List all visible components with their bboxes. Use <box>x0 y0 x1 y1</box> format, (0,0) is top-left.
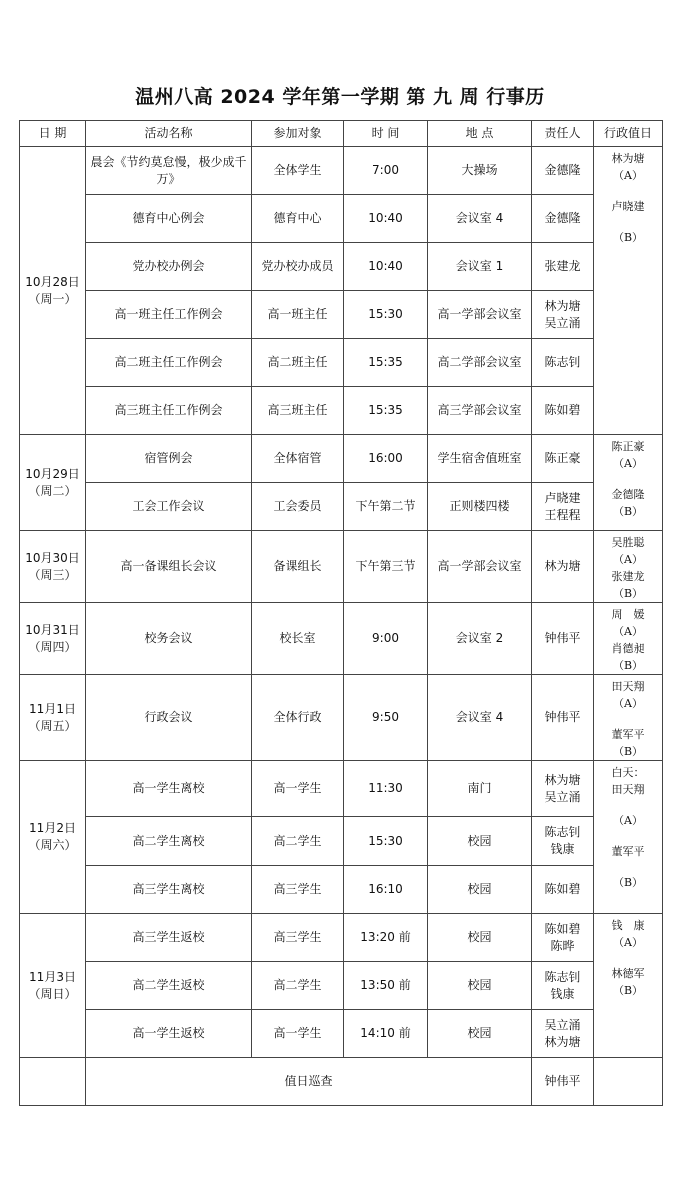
date-text: 10月30日 <box>25 550 80 565</box>
duty-line: （B） <box>612 231 644 244</box>
duty-line: 钱 康 <box>611 919 645 932</box>
participants-cell: 党办校办成员 <box>252 243 344 291</box>
participants-cell: 全体宿管 <box>252 435 344 483</box>
date-cell <box>20 435 86 531</box>
duty-line: 卢晓建 <box>611 200 645 213</box>
participants-cell: 全体行政 <box>252 675 344 761</box>
date-text: 10月31日 <box>25 622 80 637</box>
table-row <box>20 962 663 1010</box>
time-cell: 10:40 <box>344 243 428 291</box>
person-name: 陈志钊 <box>544 355 581 369</box>
table-row <box>20 339 663 387</box>
person-name: 钱康 <box>550 842 575 856</box>
participants-cell: 校长室 <box>252 603 344 675</box>
time-cell: 16:00 <box>344 435 428 483</box>
duty-cell <box>594 761 663 914</box>
duty-line: 林徳军 <box>611 967 645 980</box>
duty-line <box>597 860 659 874</box>
duty-line: 肖德昶 <box>611 642 645 655</box>
activity-cell: 高二学生返校 <box>86 962 252 1010</box>
participants-cell: 备课组长 <box>252 531 344 603</box>
header-time: 时 间 <box>344 121 428 147</box>
activity-cell: 高三学生离校 <box>86 866 252 914</box>
date-cell <box>20 914 86 1058</box>
table-row <box>20 761 663 817</box>
duty-line: 张建龙 <box>611 570 645 583</box>
duty-line: 周 媛 <box>611 608 645 621</box>
location-cell: 高一学部会议室 <box>428 531 532 603</box>
activity-cell: 宿管例会 <box>86 435 252 483</box>
participants-cell: 高一学生 <box>252 1010 344 1058</box>
date-cell <box>20 761 86 914</box>
weekday-text: （周三） <box>28 567 77 582</box>
weekday-text: （周日） <box>28 986 77 1001</box>
duty-line <box>597 215 659 229</box>
duty-line: （B） <box>612 659 644 672</box>
participants-cell: 高二学生 <box>252 817 344 866</box>
duty-line: 田天翔 <box>611 680 645 693</box>
duty-line: （A） <box>613 169 643 182</box>
weekday-text: （周六） <box>28 838 77 852</box>
header-person: 责任人 <box>532 121 594 147</box>
participants-cell: 高二学生 <box>252 962 344 1010</box>
duty-cell <box>594 147 663 435</box>
activity-cell: 高一备课组长会议 <box>86 531 252 603</box>
duty-line: （A） <box>613 936 643 949</box>
participants-cell: 高三学生 <box>252 914 344 962</box>
activity-cell: 高一学生返校 <box>86 1010 252 1058</box>
person-cell <box>532 387 594 435</box>
duty-line: （A） <box>613 697 643 710</box>
weekly-calendar-table <box>19 120 663 1106</box>
person-name: 陈如碧 <box>544 921 581 936</box>
person-cell <box>532 147 594 195</box>
table-row <box>20 531 663 603</box>
person-name: 陈志钊 <box>544 825 581 839</box>
location-cell: 校园 <box>428 817 532 866</box>
date-cell <box>20 147 86 435</box>
location-cell: 大操场 <box>428 147 532 195</box>
duty-line <box>597 184 659 198</box>
participants-cell: 工会委员 <box>252 483 344 531</box>
table-row <box>20 147 663 195</box>
location-cell: 校园 <box>428 866 532 914</box>
participants-cell: 德育中心 <box>252 195 344 243</box>
time-cell: 9:50 <box>344 675 428 761</box>
time-cell: 下午第三节 <box>344 531 428 603</box>
location-cell: 高三学部会议室 <box>428 387 532 435</box>
person-cell <box>532 339 594 387</box>
weekday-text: （周五） <box>28 718 77 733</box>
table-row <box>20 866 663 914</box>
header-duty: 行政值日 <box>594 121 663 147</box>
duty-line: （A） <box>613 553 643 566</box>
person-name: 王程程 <box>544 507 581 522</box>
time-cell: 9:00 <box>344 603 428 675</box>
person-name: 林为塘 <box>544 298 581 313</box>
header-location: 地 点 <box>428 121 532 147</box>
activity-cell: 行政会议 <box>86 675 252 761</box>
duty-line: （A） <box>613 457 643 470</box>
location-cell: 正则楼四楼 <box>428 483 532 531</box>
table-row <box>20 817 663 866</box>
duty-line: （B） <box>612 587 644 600</box>
person-name: 林为塘 <box>544 772 581 787</box>
duty-cell <box>594 914 663 1058</box>
participants-cell: 高三学生 <box>252 866 344 914</box>
activity-cell: 校务会议 <box>86 603 252 675</box>
person-name: 张建龙 <box>544 259 581 273</box>
location-cell: 学生宿舍值班室 <box>428 435 532 483</box>
location-cell: 会议室 4 <box>428 675 532 761</box>
location-cell: 校园 <box>428 962 532 1010</box>
duty-line: 陈正豪 <box>611 440 645 453</box>
person-name: 金德隆 <box>544 211 581 225</box>
person-cell <box>532 291 594 339</box>
header-activity: 活动名称 <box>86 121 252 147</box>
location-cell: 会议室 4 <box>428 195 532 243</box>
date-text: 11月1日 <box>29 701 76 716</box>
duty-line <box>597 829 659 843</box>
person-cell <box>532 435 594 483</box>
duty-line: （A） <box>613 814 643 827</box>
duty-line: 林为塘 <box>611 152 645 165</box>
duty-line: （B） <box>612 505 644 518</box>
time-cell: 15:35 <box>344 387 428 435</box>
weekday-text: （周一） <box>28 291 77 306</box>
person-name: 吴立涌 <box>544 315 581 330</box>
person-cell <box>532 1010 594 1058</box>
person-name: 陈志钊 <box>544 969 581 984</box>
table-row <box>20 1010 663 1058</box>
person-cell <box>532 675 594 761</box>
duty-line: 白天： <box>611 766 645 779</box>
duty-cell <box>594 531 663 603</box>
person-cell <box>532 603 594 675</box>
activity-cell: 工会工作会议 <box>86 483 252 531</box>
activity-cell: 高三学生返校 <box>86 914 252 962</box>
person-cell <box>532 195 594 243</box>
patrol-activity-cell: 值日巡查 <box>86 1058 532 1106</box>
calendar-body <box>20 147 663 1106</box>
duty-line: （B） <box>612 984 644 997</box>
duty-line <box>597 472 659 486</box>
person-name: 金德隆 <box>544 163 581 177</box>
table-row <box>20 675 663 761</box>
header-participants: 参加对象 <box>252 121 344 147</box>
time-cell: 13:50 前 <box>344 962 428 1010</box>
time-cell: 14:10 前 <box>344 1010 428 1058</box>
date-text: 10月29日 <box>25 466 80 481</box>
activity-cell: 晨会《节约莫怠慢，极少成千万》 <box>86 147 252 195</box>
person-name: 钟伟平 <box>544 710 581 724</box>
person-cell <box>532 483 594 531</box>
table-row <box>20 603 663 675</box>
time-cell: 11:30 <box>344 761 428 817</box>
time-cell: 15:35 <box>344 339 428 387</box>
footer-row <box>20 1058 663 1106</box>
weekday-text: （周二） <box>28 483 77 498</box>
date-text: 10月28日 <box>25 274 80 289</box>
person-name: 陈如碧 <box>544 882 581 896</box>
time-cell: 下午第二节 <box>344 483 428 531</box>
activity-cell: 党办校办例会 <box>86 243 252 291</box>
table-row <box>20 435 663 483</box>
location-cell: 校园 <box>428 914 532 962</box>
duty-line: 田天翔 <box>611 783 645 796</box>
person-cell <box>532 962 594 1010</box>
person-name: 钟伟平 <box>544 631 581 645</box>
location-cell: 南门 <box>428 761 532 817</box>
duty-cell <box>594 675 663 761</box>
time-cell: 10:40 <box>344 195 428 243</box>
person-cell <box>532 531 594 603</box>
time-cell: 15:30 <box>344 291 428 339</box>
activity-cell: 高三班主任工作例会 <box>86 387 252 435</box>
duty-line: （B） <box>612 876 644 889</box>
duty-line: 金德隆 <box>611 488 645 501</box>
activity-cell: 高一学生离校 <box>86 761 252 817</box>
table-row <box>20 387 663 435</box>
participants-cell: 高一班主任 <box>252 291 344 339</box>
person-cell <box>532 914 594 962</box>
duty-line <box>597 798 659 812</box>
person-cell <box>532 866 594 914</box>
person-name: 钱康 <box>550 986 575 1001</box>
location-cell: 会议室 1 <box>428 243 532 291</box>
duty-line: 吴胜聪 <box>611 536 645 549</box>
time-cell: 13:20 前 <box>344 914 428 962</box>
activity-cell: 高一班主任工作例会 <box>86 291 252 339</box>
participants-cell: 高二班主任 <box>252 339 344 387</box>
table-row <box>20 291 663 339</box>
header-date: 日 期 <box>20 121 86 147</box>
person-cell <box>532 761 594 817</box>
date-cell <box>20 603 86 675</box>
patrol-person-cell: 钟伟平 <box>532 1058 594 1106</box>
location-cell: 高一学部会议室 <box>428 291 532 339</box>
table-row <box>20 243 663 291</box>
location-cell: 会议室 2 <box>428 603 532 675</box>
empty-duty-cell <box>594 1058 663 1106</box>
time-cell: 15:30 <box>344 817 428 866</box>
date-cell <box>20 675 86 761</box>
duty-line: 董军平 <box>611 728 645 741</box>
table-row <box>20 914 663 962</box>
participants-cell: 全体学生 <box>252 147 344 195</box>
activity-cell: 高二班主任工作例会 <box>86 339 252 387</box>
table-row <box>20 195 663 243</box>
date-text: 11月2日 <box>29 821 76 835</box>
person-name: 陈如碧 <box>544 403 581 417</box>
participants-cell: 高三班主任 <box>252 387 344 435</box>
location-cell: 高二学部会议室 <box>428 339 532 387</box>
person-name: 林为塘 <box>544 1034 581 1049</box>
duty-cell <box>594 603 663 675</box>
table-row <box>20 483 663 531</box>
activity-cell: 德育中心例会 <box>86 195 252 243</box>
person-name: 陈晔 <box>550 938 575 953</box>
date-cell <box>20 531 86 603</box>
duty-cell <box>594 435 663 531</box>
duty-line: （A） <box>613 625 643 638</box>
activity-cell: 高二学生离校 <box>86 817 252 866</box>
page-title: 温州八高 2024 学年第一学期 第 九 周 行事历 <box>135 86 545 108</box>
person-name: 吴立涌 <box>544 1017 581 1032</box>
person-name: 林为塘 <box>544 559 581 573</box>
weekday-text: （周四） <box>28 639 77 654</box>
person-name: 吴立涌 <box>544 789 581 804</box>
duty-line <box>597 712 659 726</box>
time-cell: 16:10 <box>344 866 428 914</box>
duty-line: 董军平 <box>611 845 645 858</box>
person-cell <box>532 243 594 291</box>
duty-line <box>597 951 659 965</box>
person-name: 陈正豪 <box>544 451 581 465</box>
duty-line: （B） <box>612 745 644 758</box>
person-cell <box>532 817 594 866</box>
empty-date-cell <box>20 1058 86 1106</box>
date-text: 11月3日 <box>29 969 76 984</box>
header-row <box>20 121 663 147</box>
participants-cell: 高一学生 <box>252 761 344 817</box>
time-cell: 7:00 <box>344 147 428 195</box>
person-name: 卢晓建 <box>544 490 581 505</box>
location-cell: 校园 <box>428 1010 532 1058</box>
